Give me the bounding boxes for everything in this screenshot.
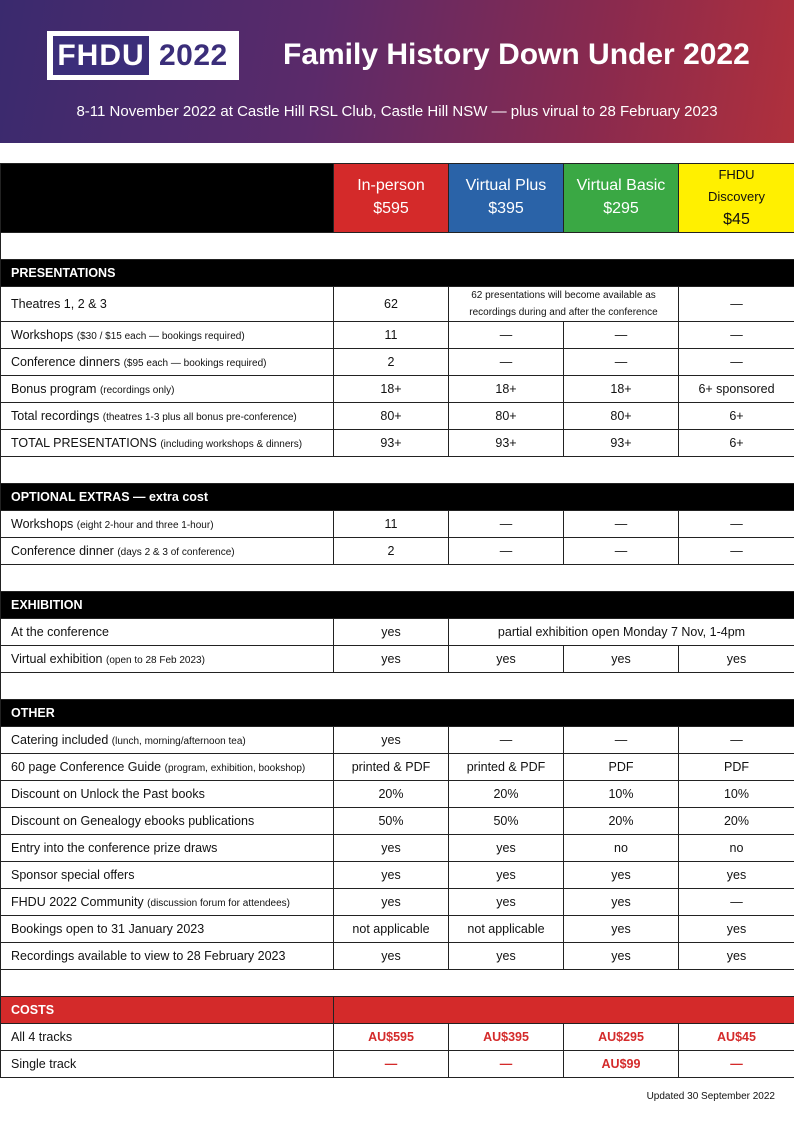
row-note: (theatres 1-3 plus all bonus pre-conference) (102, 412, 297, 423)
cell-in-person: 93+ (334, 430, 449, 457)
row-note: (including workshops & dinners) (160, 439, 303, 450)
cell-in-person: 11 (334, 511, 449, 538)
row-label (1, 349, 334, 376)
cell-discovery: — (679, 889, 794, 916)
row-note: ($95 each — bookings required) (123, 358, 267, 369)
table-row (1, 1051, 794, 1078)
virtual-note-line: 62 presentations will become available as (471, 290, 656, 301)
cell-virtual-basic: 20% (564, 808, 679, 835)
cell-in-person: yes (334, 727, 449, 754)
cell-in-person: yes (334, 943, 449, 970)
row-note: (program, exhibition, bookshop) (164, 763, 306, 774)
section-heading: OTHER (1, 700, 794, 727)
row-note: (eight 2-hour and three 1-hour) (76, 520, 214, 531)
row-label (1, 943, 334, 970)
cell-virtual-plus: printed & PDF (449, 754, 564, 781)
row-note: (lunch, morning/afternoon tea) (111, 736, 246, 747)
row-label-text: Discount on Genealogy ebooks publications (11, 814, 255, 828)
cell-virtual-basic: 80+ (564, 403, 679, 430)
spacer-row (1, 673, 794, 700)
row-label (1, 835, 334, 862)
row-label (1, 646, 334, 673)
spacer-row (1, 233, 794, 260)
cell-virtual-basic: — (564, 349, 679, 376)
section-costs (1, 997, 794, 1024)
row-label-text: Discount on Unlock the Past books (11, 787, 205, 801)
row-label (1, 889, 334, 916)
cell-virtual-note (449, 287, 679, 322)
tier-name: Virtual Basic (576, 177, 666, 194)
virtual-note-line: recordings during and after the conference (469, 307, 658, 318)
comparison-table (0, 163, 794, 1078)
table-row (1, 287, 794, 322)
cell-virtual-plus: — (449, 727, 564, 754)
cell-virtual-basic: AU$295 (564, 1024, 679, 1051)
extras-rows (1, 511, 794, 565)
cell-discovery: 6+ (679, 430, 794, 457)
cell-in-person: — (334, 1051, 449, 1078)
tier-name: FHDU Discovery (707, 167, 766, 204)
section-heading: EXHIBITION (1, 592, 794, 619)
cell-virtual-basic: yes (564, 646, 679, 673)
cell-in-person: 50% (334, 808, 449, 835)
section-exhibition (1, 592, 794, 619)
tier-price: $395 (488, 200, 524, 217)
header-blank-cell (1, 164, 334, 233)
cell-virtual-basic: AU$99 (564, 1051, 679, 1078)
cell-discovery: 6+ sponsored (679, 376, 794, 403)
cell-virtual-basic: 93+ (564, 430, 679, 457)
cell-discovery: — (679, 538, 794, 565)
table-row (1, 889, 794, 916)
row-label-text: Workshops (11, 517, 74, 531)
updated-date: Updated 30 September 2022 (646, 1091, 775, 1102)
cell-virtual-basic: yes (564, 943, 679, 970)
cell-in-person: 62 (334, 287, 449, 322)
row-label-text: Single track (11, 1057, 77, 1071)
cell-virtual-plus: 20% (449, 781, 564, 808)
row-label-text: All 4 tracks (11, 1030, 73, 1044)
cell-virtual-plus: yes (449, 943, 564, 970)
table-row (1, 511, 794, 538)
table-row (1, 430, 794, 457)
row-label-text: Entry into the conference prize draws (11, 841, 218, 855)
cell-virtual-plus: not applicable (449, 916, 564, 943)
cell-virtual-plus: yes (449, 862, 564, 889)
row-label: At the conference (1, 619, 334, 646)
cell-virtual-plus: yes (449, 835, 564, 862)
cell-in-person: 18+ (334, 376, 449, 403)
row-label-text: Conference dinner (11, 544, 114, 558)
row-label-text: Bonus program (11, 382, 97, 396)
row-note: (days 2 & 3 of conference) (117, 547, 235, 558)
tier-in-person (334, 164, 449, 233)
table-row (1, 322, 794, 349)
spacer-row (1, 565, 794, 592)
row-label (1, 376, 334, 403)
row-label-text: Catering included (11, 733, 109, 747)
cell-virtual-basic: no (564, 835, 679, 862)
row-label (1, 1024, 334, 1051)
cell-virtual-basic: PDF (564, 754, 679, 781)
table-row (1, 349, 794, 376)
cell-in-person: yes (334, 889, 449, 916)
section-presentations (1, 260, 794, 287)
cell-discovery: — (679, 1051, 794, 1078)
cell-in-person: not applicable (334, 916, 449, 943)
fhdu-logo (47, 31, 239, 80)
cell-virtual-basic: — (564, 322, 679, 349)
row-note: (open to 28 Feb 2023) (105, 655, 205, 666)
cell-discovery: — (679, 349, 794, 376)
section-other (1, 700, 794, 727)
tier-virtual-basic (564, 164, 679, 233)
cell-virtual-basic: 18+ (564, 376, 679, 403)
cell-virtual-plus: 80+ (449, 403, 564, 430)
row-label (1, 808, 334, 835)
cell-in-person: yes (334, 619, 449, 646)
logo-text: FHDU (53, 36, 149, 75)
row-note: ($30 / $15 each — bookings required) (76, 331, 245, 342)
row-label-text: Recordings available to view to 28 February 2023 (11, 949, 286, 963)
cell-virtual-plus: — (449, 511, 564, 538)
cell-virtual-plus: 18+ (449, 376, 564, 403)
tier-price: $45 (723, 211, 750, 228)
table-row (1, 1024, 794, 1051)
cell-discovery: AU$45 (679, 1024, 794, 1051)
row-label (1, 862, 334, 889)
cell-discovery: yes (679, 916, 794, 943)
row-label (1, 430, 334, 457)
tier-price: $595 (373, 200, 409, 217)
cell-discovery: no (679, 835, 794, 862)
cell-discovery: — (679, 287, 794, 322)
header-banner (0, 0, 794, 143)
row-label-text: FHDU 2022 Community (11, 895, 144, 909)
cell-in-person: 20% (334, 781, 449, 808)
logo-year: 2022 (159, 38, 228, 72)
row-label (1, 916, 334, 943)
cell-in-person: 2 (334, 538, 449, 565)
section-heading: COSTS (1, 997, 334, 1024)
cell-virtual-plus: — (449, 349, 564, 376)
row-label (1, 511, 334, 538)
cell-discovery: — (679, 322, 794, 349)
cell-in-person: 80+ (334, 403, 449, 430)
row-label-text: Total recordings (11, 409, 100, 423)
row-label-text: Conference dinners (11, 355, 121, 369)
cell-discovery: yes (679, 646, 794, 673)
row-note: (discussion forum for attendees) (147, 898, 291, 909)
row-label-text: TOTAL PRESENTATIONS (11, 436, 157, 450)
section-heading-fill (334, 997, 794, 1024)
cell-virtual-basic: — (564, 538, 679, 565)
row-label-text: Bookings open to 31 January 2023 (11, 922, 205, 936)
row-label-text: Virtual exhibition (11, 652, 103, 666)
table-row (1, 403, 794, 430)
table-row (1, 538, 794, 565)
cell-discovery: 20% (679, 808, 794, 835)
other-rows (1, 727, 794, 970)
row-label (1, 403, 334, 430)
cell-discovery: yes (679, 862, 794, 889)
cell-in-person: yes (334, 646, 449, 673)
cell-virtual-basic: yes (564, 862, 679, 889)
cell-virtual-plus: yes (449, 646, 564, 673)
cell-in-person: 11 (334, 322, 449, 349)
tier-name: Virtual Plus (465, 177, 547, 194)
table-row (1, 943, 794, 970)
cell-in-person: printed & PDF (334, 754, 449, 781)
table-row (1, 646, 794, 673)
cell-in-person: 2 (334, 349, 449, 376)
presentations-rows (1, 322, 794, 457)
cell-virtual-plus: 50% (449, 808, 564, 835)
tier-price: $295 (603, 200, 639, 217)
row-label-text: Workshops (11, 328, 74, 342)
cell-in-person: yes (334, 862, 449, 889)
row-label (1, 538, 334, 565)
cell-virtual-plus: — (449, 1051, 564, 1078)
cell-virtual-basic: — (564, 727, 679, 754)
row-label-text: Sponsor special offers (11, 868, 135, 882)
cell-virtual-basic: 10% (564, 781, 679, 808)
section-heading: PRESENTATIONS (1, 260, 794, 287)
row-label (1, 322, 334, 349)
row-label-text: 60 page Conference Guide (11, 760, 162, 774)
cell-in-person: yes (334, 835, 449, 862)
table-row (1, 862, 794, 889)
row-label (1, 1051, 334, 1078)
cell-virtual-plus: 93+ (449, 430, 564, 457)
cell-virtual-span: partial exhibition open Monday 7 Nov, 1-4pm (449, 619, 794, 646)
row-note: (recordings only) (99, 385, 175, 396)
row-label: Theatres 1, 2 & 3 (1, 287, 334, 322)
cell-discovery: 10% (679, 781, 794, 808)
costs-rows (1, 1024, 794, 1078)
tier-discovery (679, 164, 794, 233)
cell-virtual-plus: yes (449, 889, 564, 916)
table-row (1, 808, 794, 835)
table-row (1, 835, 794, 862)
cell-virtual-plus: AU$395 (449, 1024, 564, 1051)
table-row (1, 727, 794, 754)
cell-discovery: 6+ (679, 403, 794, 430)
table-row (1, 916, 794, 943)
cell-virtual-plus: — (449, 538, 564, 565)
spacer-row (1, 970, 794, 997)
table-row (1, 376, 794, 403)
section-extras (1, 484, 794, 511)
cell-discovery: — (679, 727, 794, 754)
cell-virtual-basic: — (564, 511, 679, 538)
table-row (1, 619, 794, 646)
row-label (1, 754, 334, 781)
cell-discovery: yes (679, 943, 794, 970)
tier-name: In-person (357, 177, 425, 194)
cell-virtual-basic: yes (564, 916, 679, 943)
row-label (1, 781, 334, 808)
section-heading: OPTIONAL EXTRAS — extra cost (1, 484, 794, 511)
cell-discovery: — (679, 511, 794, 538)
tier-virtual-plus (449, 164, 564, 233)
table-row (1, 781, 794, 808)
tier-header-row (1, 164, 794, 233)
cell-discovery: PDF (679, 754, 794, 781)
row-label (1, 727, 334, 754)
table-row (1, 754, 794, 781)
page-subtitle: 8-11 November 2022 at Castle Hill RSL Club, Castle Hill NSW — plus virual to 28 February 2023 (76, 103, 718, 120)
page-title: Family History Down Under 2022 (283, 38, 750, 71)
cell-in-person: AU$595 (334, 1024, 449, 1051)
cell-virtual-plus: — (449, 322, 564, 349)
spacer-row (1, 457, 794, 484)
cell-virtual-basic: yes (564, 889, 679, 916)
